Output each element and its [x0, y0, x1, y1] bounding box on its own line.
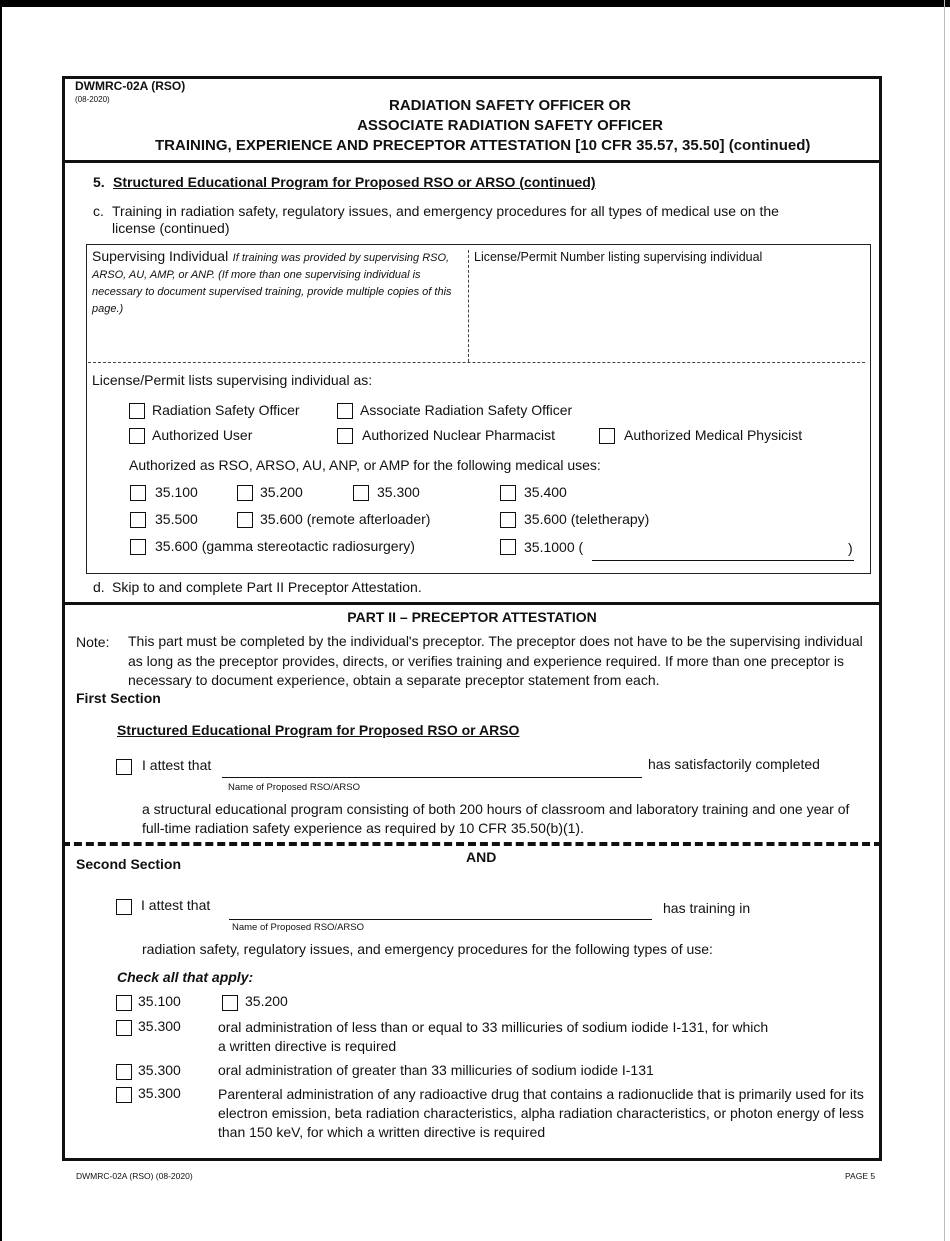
check-35-300-low-code: 35.300 — [138, 1018, 181, 1034]
second-body: radiation safety, regulatory issues, and emergency procedures for the following types of use: — [142, 941, 713, 957]
use-35-300-label: 35.300 — [377, 484, 420, 500]
note-text: This part must be completed by the individual's preceptor. The preceptor does not have to be the supervising individual as long as the preceptor provides, directs, or verifies training and experience required. If more than one preceptor is necessary to document experience, obtain a separate preceptor statement from each. — [128, 633, 863, 688]
footer-form-ref: DWMRC-02A (RSO) (08-2020) — [76, 1171, 193, 1181]
use-35-600-gamma-checkbox[interactable] — [130, 539, 146, 555]
check-35-300-low-checkbox[interactable] — [116, 1020, 132, 1036]
check-all-label: Check all that apply: — [117, 969, 254, 985]
top-border — [0, 0, 950, 7]
first-attest-checkbox[interactable] — [116, 759, 132, 775]
check-35-300-parenteral-desc: Parenteral administration of any radioactive drug that contains a radionuclide that is primarily used for its electron emission, beta radiation characteristics, alpha radiation characteristics, or photon energy of less than 150 keV, for which a written directive is required — [218, 1086, 864, 1140]
amp-checkbox[interactable] — [599, 428, 615, 444]
item-d-letter: d. — [93, 579, 105, 595]
right-edge — [944, 0, 945, 1241]
anp-label: Authorized Nuclear Pharmacist — [362, 427, 555, 443]
use-35-500-checkbox[interactable] — [130, 512, 146, 528]
check-35-300-parenteral-code: 35.300 — [138, 1085, 181, 1101]
use-35-1000-label: 35.1000 ( — [524, 539, 584, 555]
first-name-field[interactable] — [222, 777, 642, 778]
check-35-300-high-code: 35.300 — [138, 1062, 181, 1078]
license-number-field[interactable] — [474, 270, 864, 360]
second-attest-label: I attest that — [141, 897, 211, 913]
use-35-600-tele-label: 35.600 (teletherapy) — [524, 511, 650, 527]
field-divider — [468, 250, 469, 362]
use-35-1000-close: ) — [848, 540, 853, 556]
rso-checkbox[interactable] — [129, 403, 145, 419]
completed-label: has satisfactorily completed — [648, 756, 820, 772]
second-attest-checkbox[interactable] — [116, 899, 132, 915]
form-id: DWMRC-02A (RSO) — [75, 79, 186, 93]
use-35-1000-checkbox[interactable] — [500, 539, 516, 555]
check-35-100-checkbox[interactable] — [116, 995, 132, 1011]
second-name-caption: Name of Proposed RSO/ARSO — [232, 922, 364, 933]
title-line-3: TRAINING, EXPERIENCE AND PRECEPTOR ATTESTATION [10 CFR 35.57, 35.50] (continued) — [155, 137, 811, 154]
license-number-label: License/Permit Number listing supervising individual — [474, 250, 763, 264]
rso-label: Radiation Safety Officer — [152, 402, 300, 418]
use-35-600-gamma-label: 35.600 (gamma stereotactic radiosurgery) — [155, 538, 415, 554]
first-attest-label: I attest that — [142, 757, 212, 773]
supervising-label: Supervising Individual — [92, 248, 229, 264]
use-35-400-checkbox[interactable] — [500, 485, 516, 501]
part2-divider — [62, 602, 882, 605]
use-35-500-label: 35.500 — [155, 511, 198, 527]
section-dash-divider — [62, 842, 882, 846]
and-label: AND — [466, 849, 497, 865]
item-c-letter: c. — [93, 203, 104, 219]
amp-label: Authorized Medical Physicist — [624, 427, 803, 443]
use-35-400-label: 35.400 — [524, 484, 567, 500]
lists-as-label: License/Permit lists supervising individual as: — [92, 372, 373, 388]
header-divider — [62, 160, 882, 163]
check-35-200-code: 35.200 — [245, 993, 288, 1009]
first-name-caption: Name of Proposed RSO/ARSO — [228, 782, 360, 793]
use-35-100-label: 35.100 — [155, 484, 198, 500]
section-number: 5. — [93, 174, 105, 190]
use-35-300-checkbox[interactable] — [353, 485, 369, 501]
au-label: Authorized User — [152, 427, 253, 443]
footer-page: PAGE 5 — [845, 1171, 876, 1181]
check-35-200-checkbox[interactable] — [222, 995, 238, 1011]
section-heading: Structured Educational Program for Proposed RSO or ARSO (continued) — [113, 174, 596, 190]
use-35-100-checkbox[interactable] — [130, 485, 146, 501]
item-d-text: Skip to and complete Part II Preceptor Attestation. — [112, 579, 422, 595]
use-35-600-tele-checkbox[interactable] — [500, 512, 516, 528]
dashed-separator — [88, 362, 865, 363]
supervising-individual-field[interactable] — [92, 290, 462, 360]
arso-label: Associate Radiation Safety Officer — [360, 402, 573, 418]
part2-title: PART II – PRECEPTOR ATTESTATION — [347, 609, 597, 625]
check-35-300-high-desc: oral administration of greater than 33 millicuries of sodium iodide I-131 — [218, 1062, 654, 1078]
authorized-uses-label: Authorized as RSO, ARSO, AU, ANP, or AMP for the following medical uses: — [129, 457, 601, 473]
anp-checkbox[interactable] — [337, 428, 353, 444]
title-line-1: RADIATION SAFETY OFFICER OR — [389, 97, 631, 114]
title-line-2: ASSOCIATE RADIATION SAFETY OFFICER — [357, 117, 663, 134]
first-section-label: First Section — [76, 690, 161, 706]
note-label: Note: — [76, 634, 110, 650]
use-35-600-remote-checkbox[interactable] — [237, 512, 253, 528]
use-35-200-checkbox[interactable] — [237, 485, 253, 501]
use-35-200-label: 35.200 — [260, 484, 303, 500]
second-name-field[interactable] — [229, 919, 652, 920]
check-35-100-code: 35.100 — [138, 993, 181, 1009]
training-in-label: has training in — [663, 900, 751, 916]
check-35-300-parenteral-checkbox[interactable] — [116, 1087, 132, 1103]
item-c-text: Training in radiation safety, regulatory issues, and emergency procedures for all types of medical use on the license (continued) — [112, 203, 779, 236]
first-heading: Structured Educational Program for Proposed RSO or ARSO — [117, 722, 520, 738]
use-35-600-remote-label: 35.600 (remote afterloader) — [260, 511, 431, 527]
arso-checkbox[interactable] — [337, 403, 353, 419]
check-35-300-low-desc: oral administration of less than or equal to 33 millicuries of sodium iodide I-131, for which a written directive is required — [218, 1019, 769, 1054]
au-checkbox[interactable] — [129, 428, 145, 444]
supervising-note: If training was provided by supervising RSO, ARSO, AU, AMP, or ANP. (If more than one supervising individual is necessary to document supervised training, provide multiple copies of this page.) — [92, 252, 452, 315]
first-body: a structural educational program consisting of both 200 hours of classroom and laboratory training and one year of full-time radiation safety experience as required by 10 CFR 35.50(b)(1). — [142, 801, 850, 836]
second-section-label: Second Section — [76, 856, 182, 872]
form-date: (08-2020) — [75, 95, 110, 104]
use-35-1000-field[interactable] — [592, 560, 854, 561]
check-35-300-high-checkbox[interactable] — [116, 1064, 132, 1080]
left-edge — [0, 0, 2, 1241]
